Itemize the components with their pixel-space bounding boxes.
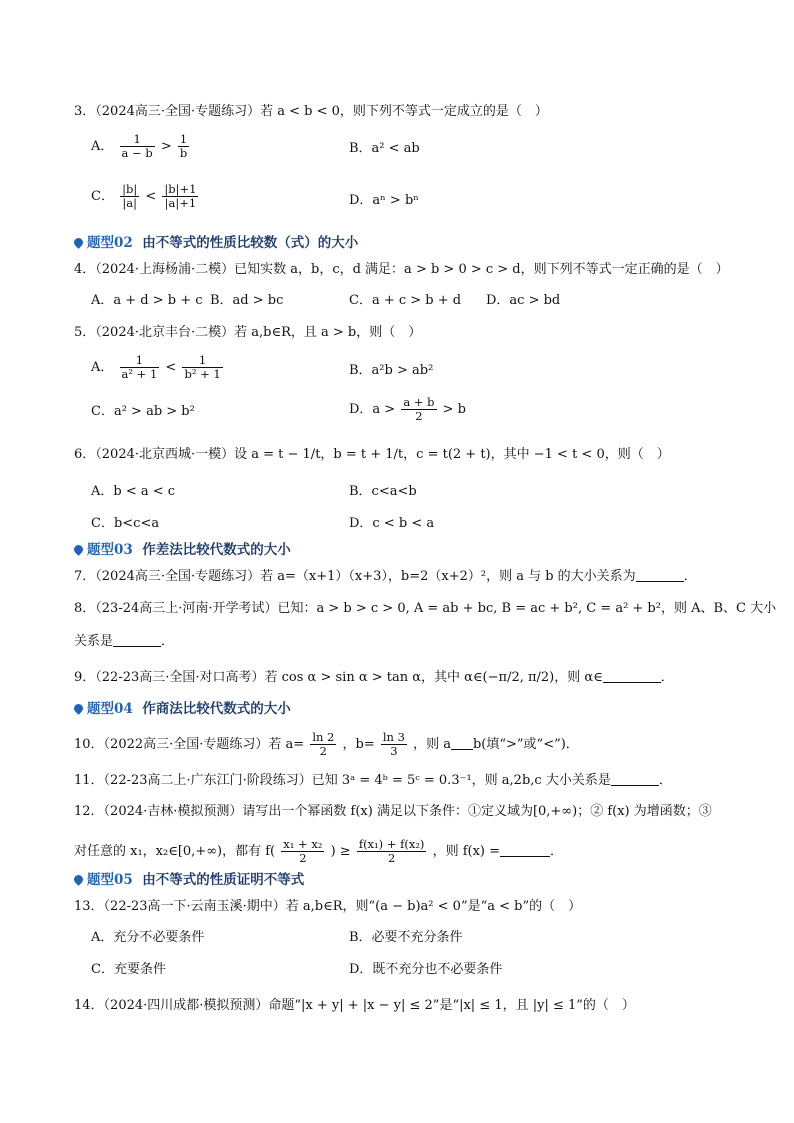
q3-option-d: D．aⁿ > bⁿ: [349, 193, 419, 208]
answer-blank[interactable]: [611, 773, 659, 786]
q3-option-c: C． $\frac{|b|}{|a|}$ < $\frac{|b|+1}{|a|+1}$: [91, 182, 197, 210]
q13-option-b: B．必要不充分条件: [349, 930, 463, 945]
question-4: 4．（2024·上海杨浦·二模）已知实数 a，b，c，d 满足：a > b > 0 > c > d，则下列不等式一定正确的是（ ）: [74, 262, 729, 277]
q13-option-d: D．既不充分也不必要条件: [349, 962, 503, 977]
q3-c-frac1: $\frac{|b|}{|a|}$: [122, 182, 138, 210]
q10-b-frac: $\frac{\ln 3}{3}$: [382, 730, 405, 758]
q3-c-frac2: $\frac{|b|+1}{|a|+1}$: [164, 182, 197, 210]
question-10: 10．（2022高三·全国·专题练习）若 a= $\frac{\ln 2}{2}$ ，b= $\frac{\ln 3}{3}$ ，则 a b(填“>”或“<”)．: [74, 730, 579, 758]
q5-a-frac1: $\frac{1}{\text{a² + 1}}$: [121, 353, 158, 381]
section-heading-05: 题型05 由不等式的性质证明不等式: [74, 871, 304, 889]
q3-option-b: B．a² < ab: [349, 141, 420, 156]
question-5: 5．（2024·北京丰台·二模）若 a,b∈R，且 a > b，则（ ）: [74, 325, 422, 340]
q12-f-frac: $\frac{\text{x₁ + x₂}}{2}$: [283, 837, 323, 865]
q4-option-a: A．a + d > b + c: [91, 293, 203, 308]
q4-option-b: B．ad > bc: [210, 293, 284, 308]
question-12-line2: 对任意的 x₁，x₂∈[0,+∞)，都有 f( $\frac{\text{x₁ + x₂}}{2}$ ) ≥ $\frac{\text{f(x₁) + f(x₂)}}{2}$ ，则 f(x) = ．: [74, 837, 564, 865]
q6-option-c: C．b<c<a: [91, 516, 160, 531]
q5-a-frac2: $\frac{1}{\text{b² + 1}}$: [184, 353, 221, 381]
q5-d-frac: $\frac{a + b}{2}$: [403, 395, 435, 423]
question-6: 6．（2024·北京西城·一模）设 a = t − 1/t，b = t + 1/t，c = t(2 + t)，其中 −1 < t < 0，则（ ）: [74, 447, 670, 462]
location-pin-icon: [72, 543, 85, 556]
question-11: 11．（22-23高二上·广东江门·阶段练习）已知 3ᵃ = 4ᵇ = 5ᶜ = 0.3⁻¹，则 a,2b,c 大小关系是 ．: [74, 773, 672, 788]
q10-a-frac: $\frac{\ln 2}{2}$: [312, 730, 335, 758]
q5-option-d: D．a > $\frac{a + b}{2}$ > b: [349, 395, 467, 423]
q3-option-a: A． $\frac{1}{a - b}$ > $\frac{1}{b}$: [91, 132, 188, 160]
location-pin-icon: [72, 236, 85, 249]
answer-blank[interactable]: [113, 634, 161, 647]
answer-blank[interactable]: [603, 670, 661, 683]
q5-option-a: A． $\frac{1}{\text{a² + 1}}$ < $\frac{1}{\text{b² + 1}}$: [91, 353, 221, 381]
answer-blank[interactable]: [451, 737, 473, 750]
question-13: 13．（22-23高一下·云南玉溪·期中）若 a,b∈R，则“(a − b)a² < 0”是“a < b”的（ ）: [74, 899, 582, 914]
q13-option-c: C．充要条件: [91, 962, 166, 977]
q12-g-frac: $\frac{\text{f(x₁) + f(x₂)}}{2}$: [358, 837, 425, 865]
question-8-line2: 关系是 ．: [74, 634, 175, 649]
q4-option-c: C．a + c > b + d: [349, 293, 462, 308]
q4-option-d: D．ac > bd: [486, 293, 561, 308]
section-heading-03: 题型03 作差法比较代数式的大小: [74, 541, 291, 559]
answer-blank[interactable]: [636, 569, 684, 582]
location-pin-icon: [72, 702, 85, 715]
section-heading-02: 题型02 由不等式的性质比较数（式）的大小: [74, 234, 358, 252]
q3-a-frac2: $\frac{1}{b}$: [179, 132, 188, 160]
q6-option-d: D．c < b < a: [349, 516, 435, 531]
section-heading-04: 题型04 作商法比较代数式的大小: [74, 700, 291, 718]
q5-option-b: B．a²b > ab²: [349, 363, 434, 378]
question-12-line1: 12．（2024·吉林·模拟预测）请写出一个幂函数 f(x) 满足以下条件：①定义域为[0,+∞)；② f(x) 为增函数；③: [74, 804, 712, 819]
q13-option-a: A．充分不必要条件: [91, 930, 205, 945]
q5-option-c: C．a² > ab > b²: [91, 404, 195, 419]
q3-option-a-label: A．: [91, 139, 114, 154]
answer-blank[interactable]: [500, 844, 550, 857]
question-3: 3．（2024高三·全国·专题练习）若 a < b < 0，则下列不等式一定成立的是（ ）: [74, 104, 548, 119]
question-14: 14．（2024·四川成都·模拟预测）命题“|x + y| + |x − y| ≤ 2”是“|x| ≤ 1，且 |y| ≤ 1”的（ ）: [74, 998, 635, 1013]
q6-option-a: A．b < a < c: [91, 484, 176, 499]
q3-option-c-label: C．: [91, 189, 114, 204]
question-9: 9．（22-23高三·全国·对口高考）若 cos α > sin α > tan α，其中 α∈(−π/2, π/2)，则 α∈ ．: [74, 670, 674, 685]
question-7: 7．（2024高三·全国·专题练习）若 a=（x+1）（x+3），b=2（x+2）²，则 a 与 b 的大小关系为 ．: [74, 569, 697, 584]
q3-a-frac1: $\frac{1}{a - b}$: [121, 132, 153, 160]
q6-option-b: B．c<a<b: [349, 484, 417, 499]
location-pin-icon: [72, 873, 85, 886]
question-8-line1: 8．（23-24高三上·河南·开学考试）已知：a > b > c > 0, A = ab + bc, B = ac + b², C = a² + b²，则 A、B、C 大小: [74, 601, 777, 616]
